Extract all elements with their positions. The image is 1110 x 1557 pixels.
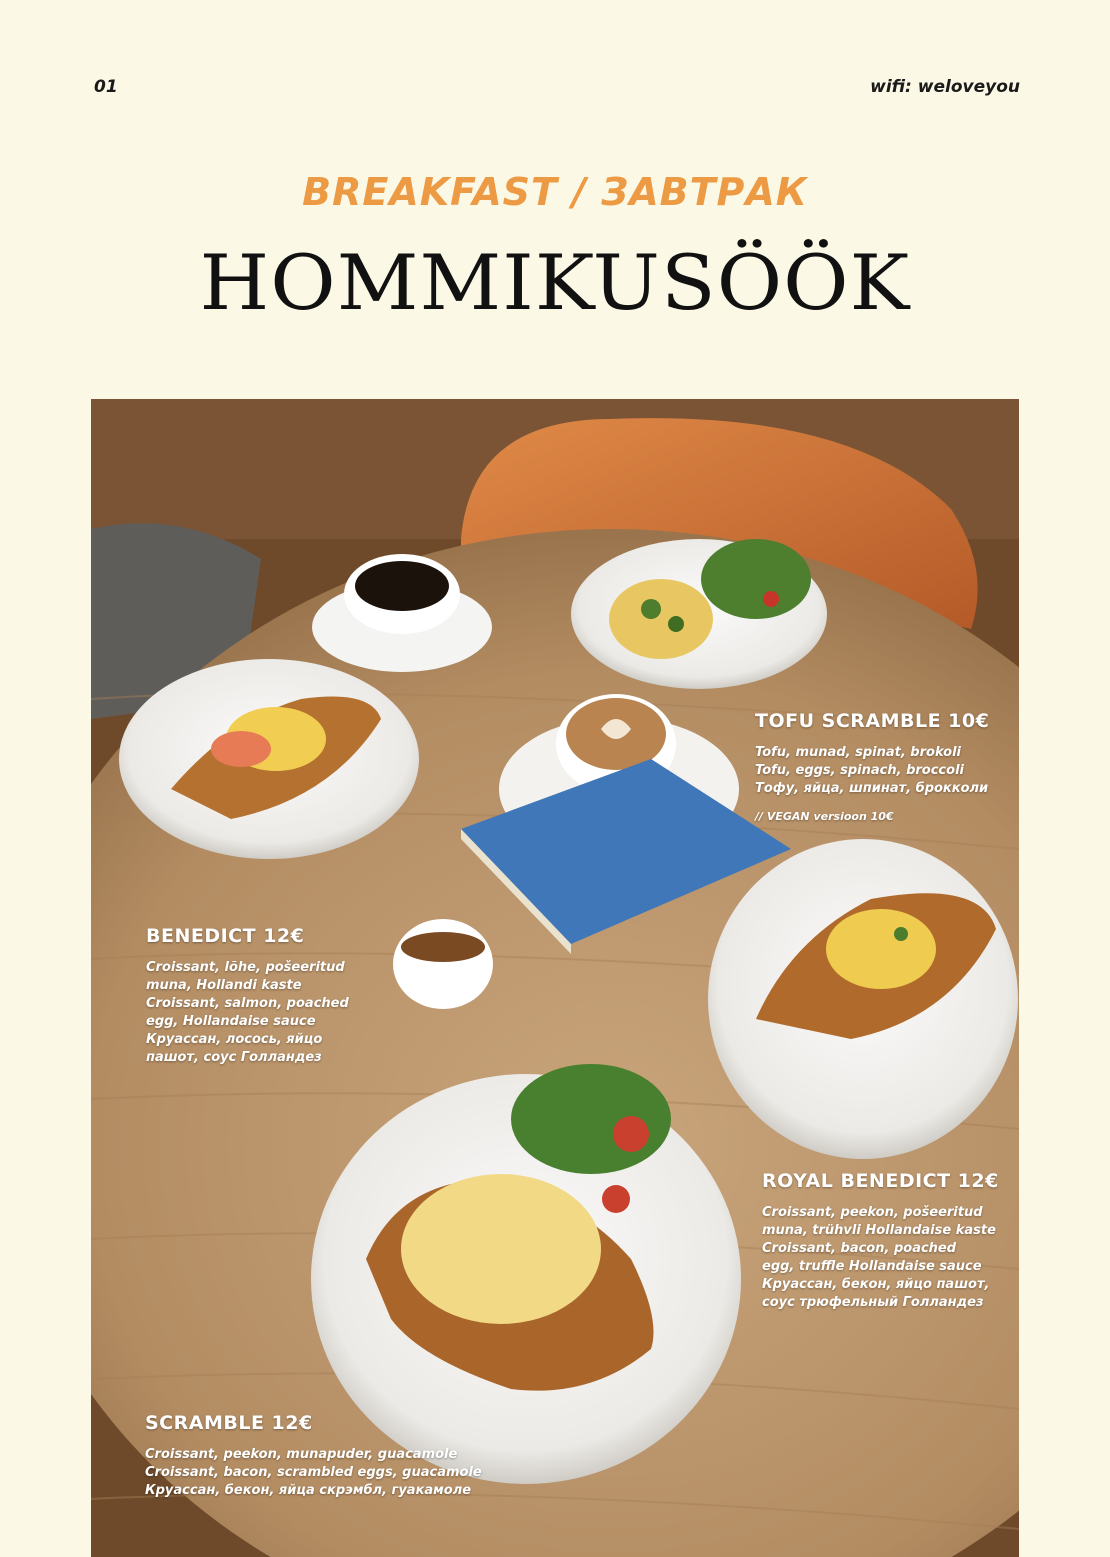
menu-item-name: ROYAL BENEDICT 12€ xyxy=(762,1170,999,1192)
menu-item-name: BENEDICT 12€ xyxy=(146,925,305,947)
menu-item-benedict xyxy=(146,925,349,1067)
description-line: Croissant, peekon, munapuder, guacamole xyxy=(145,1447,458,1462)
description-line: Тофу, яйца, шпинат, брокколи xyxy=(755,781,989,796)
description-line: Croissant, salmon, poached xyxy=(146,996,349,1011)
menu-item-description xyxy=(762,1204,999,1312)
menu-item-royal-benedict xyxy=(762,1170,999,1312)
menu-item-tofu-scramble xyxy=(755,710,989,823)
description-line: пашот, соус Голландез xyxy=(146,1050,322,1065)
description-line: Croissant, bacon, poached xyxy=(762,1241,957,1256)
description-line: muna, trühvli Hollandaise kaste xyxy=(762,1223,996,1238)
description-line: Tofu, munad, spinat, brokoli xyxy=(755,745,961,760)
description-line: Круассан, бекон, яйца скрэмбл, гуакамоле xyxy=(145,1483,472,1498)
menu-item-description xyxy=(145,1446,482,1500)
description-line: Croissant, peekon, pošeeritud xyxy=(762,1205,983,1220)
menu-item-description xyxy=(146,959,349,1067)
description-line: Круассан, лосось, яйцо xyxy=(146,1032,323,1047)
section-title: HOMMIKUSÖÖK xyxy=(199,238,911,327)
description-line: соус трюфельный Голландез xyxy=(762,1295,984,1310)
description-line: Круассан, бекон, яйцо пашот, xyxy=(762,1277,990,1292)
description-line: Tofu, eggs, spinach, broccoli xyxy=(755,763,964,778)
description-line: Croissant, bacon, scrambled eggs, guacamole xyxy=(145,1465,482,1480)
menu-item-description xyxy=(755,744,989,798)
page-number: 01 xyxy=(94,77,118,97)
menu-item-name: SCRAMBLE 12€ xyxy=(145,1412,313,1434)
vegan-note: // VEGAN versioon 10€ xyxy=(755,810,894,823)
menu-item-name: TOFU SCRAMBLE 10€ xyxy=(755,710,990,732)
description-line: egg, truffle Hollandaise sauce xyxy=(762,1259,982,1274)
description-line: muna, Hollandi kaste xyxy=(146,978,302,993)
wifi-info: wifi: weloveyou xyxy=(870,77,1020,97)
description-line: Croissant, lõhe, pošeeritud xyxy=(146,960,345,975)
menu-item-scramble xyxy=(145,1412,482,1500)
section-subtitle: BREAKFAST / ЗАВТРАК xyxy=(302,170,808,214)
description-line: egg, Hollandaise sauce xyxy=(146,1014,316,1029)
